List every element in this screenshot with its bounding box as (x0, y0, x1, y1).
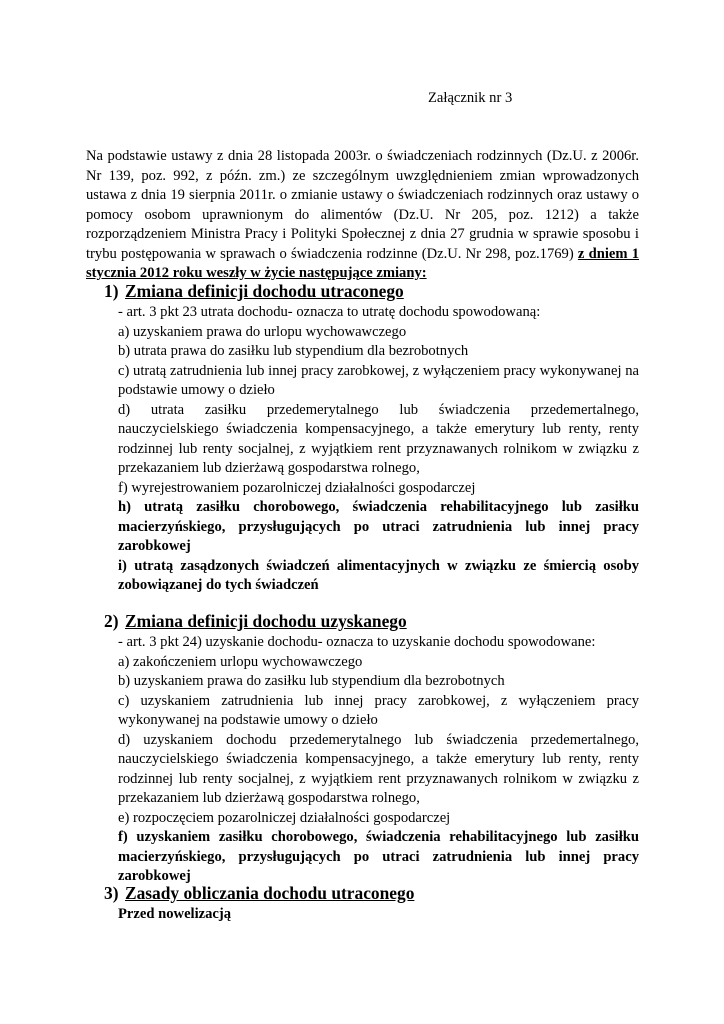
section-3 (86, 882, 639, 924)
intro-text: Na podstawie ustawy z dnia 28 listopada 2003r. o świadczeniach rodzinnych (Dz.U. z 2006r. Nr 139, poz. 992, z późn. zm.) ze szczególnym uwzględnieniem zmian wprowadzonych ustawa z dnia 19 sierpnia 2011r. o zmianie ustawy o świadczeniach rodzinnych oraz ustawy o pomocy osobom uprawnionym do alimentów (Dz.U. Nr 205, poz. 1212) a także rozporządzeniem Ministra Pracy i Polityki Społecznej z dnia 27 grudnia w sprawie sposobu i trybu postępowania w sprawach o świadczenia rodzinne (Dz.U. Nr 298, poz.1769) (86, 148, 639, 262)
list-item: i) utratą zasądzonych świadczeń alimentacyjnych w związku ze śmiercią osoby zobowiązanej do tych świadczeń (118, 557, 639, 593)
list-item: a) uzyskaniem prawa do urlopu wychowawczego (118, 323, 407, 340)
section-heading (86, 610, 639, 633)
section-items (86, 303, 639, 596)
section-2 (86, 610, 639, 887)
list-item: e) rozpoczęciem pozarolniczej działalności gospodarczej (118, 809, 451, 826)
list-item: b) utrata prawa do zasiłku lub stypendium dla bezrobotnych (118, 343, 469, 359)
attachment-label: Załącznik nr 3 (428, 90, 513, 106)
list-item: d) uzyskaniem dochodu przedemerytalnego lub świadczenia przedemertalnego, nauczycielskiego świadczenia kompensacyjnego, a także emerytury lub renty, renty rodzinnej lub renty socjalnej, z wyjątkiem rent przyznawanych rolnikom w związku z przekazaniem lub dzierżawą gospodarstwa rolnego, (118, 731, 639, 806)
section-title: Zasady obliczania dochodu utraconego (125, 883, 415, 903)
list-item: - art. 3 pkt 24) uzyskanie dochodu- oznacza to uzyskanie dochodu spowodowane: (118, 634, 596, 650)
list-item: f) uzyskaniem zasiłku chorobowego, świadczenia rehabilitacyjnego lub zasiłku macierzyńskiego, przysługujących po utraci zatrudnienia lub innej pracy zarobkowej (118, 829, 639, 884)
intro-paragraph (86, 147, 639, 284)
section-number: 1) (104, 281, 119, 301)
list-item: d) utrata zasiłku przedemerytalnego lub świadczenia przedemertalnego, nauczycielskiego świadczenia kompensacyjnego, a także emerytury lub renty, renty rodzinnej lub renty socjalnej, z wyjątkiem rent przyznawanych rolnikom w związku z przekazaniem lub dzierżawą gospodarstwa rolnego, (118, 401, 639, 476)
section-heading (86, 280, 639, 303)
section-number: 3) (104, 883, 119, 903)
section-title: Zmiana definicji dochodu uzyskanego (125, 611, 407, 631)
section-number: 2) (104, 611, 119, 631)
list-item: f) wyrejestrowaniem pozarolniczej działalności gospodarczej (118, 479, 476, 496)
intro-emphasis: z dniem 1 stycznia 2012 roku weszły w życie następujące zmiany: (86, 245, 640, 281)
section-title: Zmiana definicji dochodu utraconego (125, 281, 404, 301)
section-1 (86, 280, 639, 596)
section-items (86, 633, 639, 887)
section-heading (86, 882, 639, 905)
list-item: b) uzyskaniem prawa do zasiłku lub stypendium dla bezrobotnych (118, 673, 505, 689)
list-item: a) zakończeniem urlopu wychowawczego (118, 653, 363, 670)
list-item: - art. 3 pkt 23 utrata dochodu- oznacza to utratę dochodu spowodowaną: (118, 304, 541, 320)
list-item: h) utratą zasiłku chorobowego, świadczenia rehabilitacyjnego lub zasiłku macierzyńskiego, przysługujących po utraci zatrudnienia lub innej pracy zarobkowej (118, 499, 639, 554)
list-item: c) uzyskaniem zatrudnienia lub innej pracy zarobkowej, z wyłączeniem pracy wykonywanej na podstawie umowy o dzieło (118, 692, 639, 728)
list-item: c) utratą zatrudnienia lub innej pracy zarobkowej, z wyłączeniem pracy wykonywanej na podstawie umowy o dzieło (118, 362, 639, 398)
section-subheading: Przed nowelizacją (118, 906, 232, 922)
